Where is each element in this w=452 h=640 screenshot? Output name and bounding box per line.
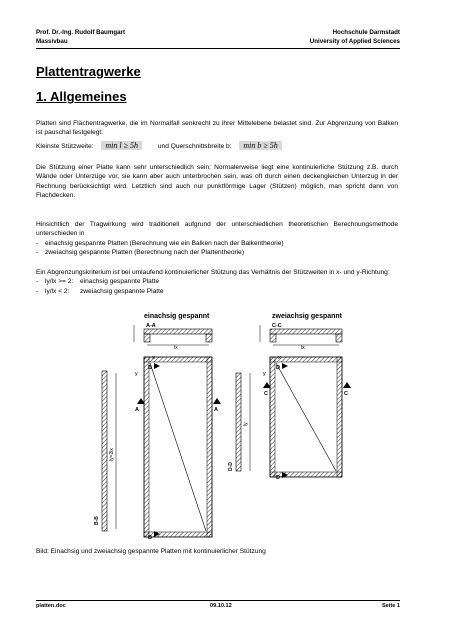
formula-min-width: min b ≥ 5h — [239, 141, 281, 150]
section-view-aa — [134, 325, 212, 351]
title-two-way: zweiachsig gespannt — [272, 313, 343, 320]
header-left — [36, 29, 125, 46]
label-a: A — [135, 407, 139, 413]
formula-min-span: min l ≥ 5h — [101, 141, 142, 150]
paragraph-text: Platten sind Flächentragwerke, die im Normalfall senkrecht zu ihrer Mittelebene belastet sind. Zur Abgrenzung von Balken ist pauschal festgelegt: — [36, 120, 398, 137]
title-one-way: einachsig gespannt — [144, 313, 210, 320]
criteria-label-span: Kleinste Stützweite: — [36, 143, 94, 150]
paragraph-load-behaviour — [36, 220, 398, 257]
axis-label-x: x — [278, 355, 281, 361]
header-rule — [36, 48, 400, 49]
section-view-cc — [260, 325, 342, 351]
axis-label-y: y — [135, 371, 138, 377]
ratio-result: zweiachsig gespannte Platte — [80, 287, 164, 295]
span-label-ly: ly — [243, 422, 249, 426]
paragraph-support — [36, 163, 398, 200]
list-item-text: einachsig gespannte Platten (Berechnung wie ein Balken nach der Balkentheorie) — [45, 239, 284, 247]
label-a: A — [214, 407, 218, 413]
span-label-lx: lx — [174, 345, 178, 351]
paragraph-intro — [36, 119, 398, 138]
paragraph-text: Hinsichtlich der Tragwirkung wird traditionell aufgrund der unterschiedlichen theoretischen Berechnungsmethode unterschieden in — [36, 221, 398, 238]
criteria-line — [36, 141, 398, 151]
label-b: B — [148, 535, 152, 541]
label-b: B — [148, 365, 152, 371]
footer-filename: platten.doc — [36, 603, 66, 609]
label-c: C — [264, 391, 268, 397]
list-item: - ly/lx >= 2: einachsig gespannte Platte — [36, 278, 160, 286]
plan-two-way — [228, 355, 351, 481]
paragraph-text: Ein Abgrenzungskriterium ist bei umlaufend kontinuierlicher Stützung das Verhältnis der Stützweiten in x- und y-Richtung: — [36, 269, 390, 276]
label-c: C — [344, 391, 348, 397]
footer-date: 09.10.12 — [210, 603, 232, 609]
section-heading: 1. Allgemeines — [36, 89, 127, 104]
ratio-condition: ly/lx < 2: — [45, 287, 70, 295]
criteria-label-width: und Querschnittsbreite b: — [157, 143, 232, 150]
footer-page-number: Seite 1 — [381, 603, 400, 609]
section-label-cc: C-C — [272, 323, 282, 329]
label-d: D — [276, 475, 280, 481]
department: Massivbau — [36, 37, 68, 45]
document-title: Plattentragwerke — [36, 64, 141, 79]
paragraph-text: Die Stützung einer Platte kann sehr unterschiedlich sein: Normalerweise liegt eine kontinuierliche Stützung z.B. durch Wände oder Unterzüge vor, sie kann aber auch unterbrochen sein, was oft durch einen deckengleichen Unterzug in der Rechnung berücksichtigt wird. Letztlich sind auch nur punktförmige Lager (Stützen) möglich, man spricht dann von Flachdecken. — [36, 164, 398, 199]
list-item-text: zweiachsig gespannte Platten (Berechnung nach der Plattentheorie) — [45, 248, 245, 256]
header-right — [310, 29, 400, 46]
span-label-ly: ly=2lx — [109, 448, 115, 461]
university-subtitle: University of Applied Sciences — [309, 37, 400, 45]
span-label-lx: lx — [301, 345, 305, 351]
footer-rule — [36, 600, 400, 601]
university-name: Hochschule Darmstadt — [332, 29, 400, 36]
list-item: - einachsig gespannte Platten (Berechnung wie ein Balken nach der Balkentheorie) — [36, 239, 284, 247]
section-label-aa: A-A — [146, 323, 156, 329]
section-label-dd: D-D — [228, 462, 234, 471]
paragraph-criterion — [36, 268, 398, 296]
figure-caption: Bild: Einachsig und zweiachsig gespannte Platten mit kontinuierlicher Stützung — [36, 548, 266, 555]
ratio-result: einachsig gespannte Platte — [80, 278, 160, 286]
ratio-condition: ly/lx >= 2: — [45, 278, 74, 286]
author-name: Prof. Dr.-Ing. Rudolf Baumgart — [36, 29, 126, 36]
slab-figure — [86, 311, 386, 547]
label-d: D — [276, 365, 280, 371]
list-item: - zweiachsig gespannte Platten (Berechnung nach der Plattentheorie) — [36, 248, 245, 256]
axis-label-x: x — [152, 355, 155, 361]
list-item: - ly/lx < 2: zweiachsig gespannte Platte — [36, 287, 164, 295]
plan-one-way — [94, 355, 221, 541]
axis-label-y: y — [263, 371, 266, 377]
section-label-bb: B-B — [94, 516, 100, 525]
